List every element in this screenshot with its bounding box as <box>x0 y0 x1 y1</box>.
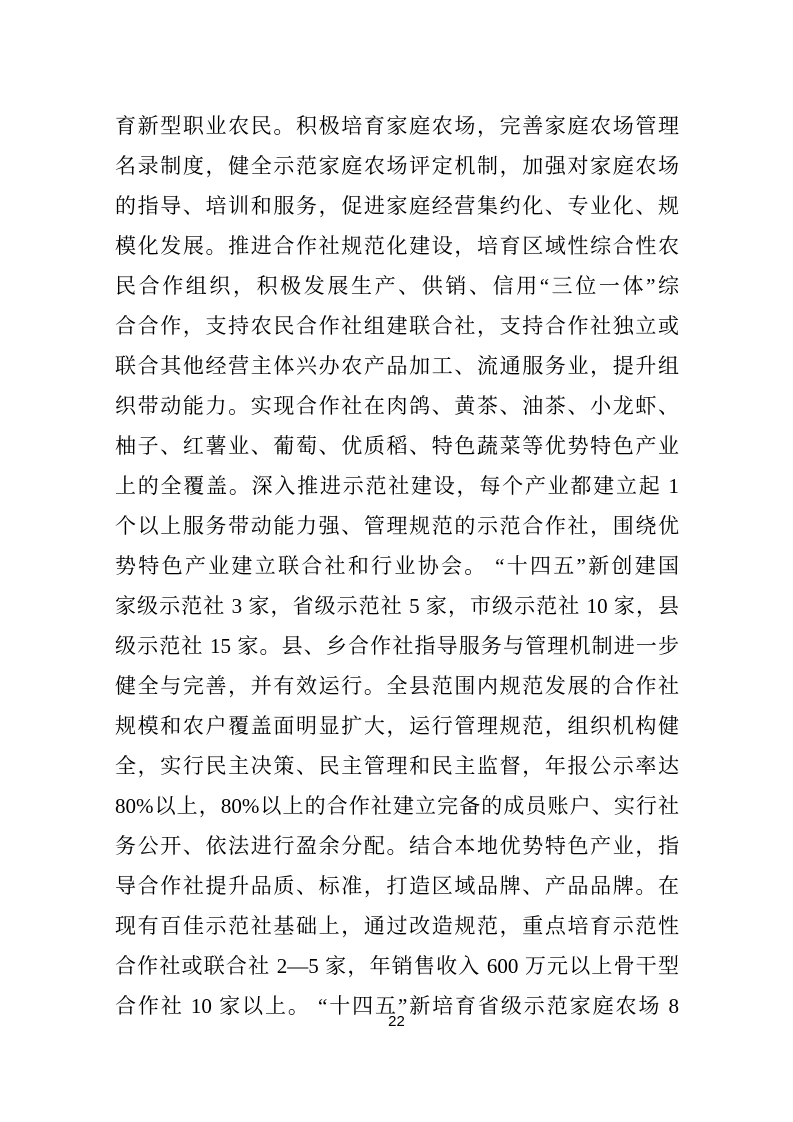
text-line: 导合作社提升品质、标准，打造区域品牌、产品品牌。在 <box>115 874 679 898</box>
page-number: 22 <box>388 1013 405 1030</box>
text-line: 合作社或联合社 2—5 家，年销售收入 600 万元以上骨干型 <box>115 954 679 978</box>
text-line: 全，实行民主决策、民主管理和民主监督，年报公示率达 <box>115 754 679 778</box>
text-line: 联合其他经营主体兴办农产品加工、流通服务业，提升组 <box>115 354 679 378</box>
text-line: 个以上服务带动能力强、管理规范的示范合作社，围绕优 <box>115 514 679 538</box>
text-line: 级示范社 15 家。县、乡合作社指导服务与管理机制进一步 <box>115 634 679 658</box>
text-line: 家级示范社 3 家，省级示范社 5 家，市级示范社 10 家，县 <box>115 594 679 618</box>
text-line: 80%以上，80%以上的合作社建立完备的成员账户、实行社 <box>115 794 679 818</box>
text-line: 现有百佳示范社基础上，通过改造规范，重点培育示范性 <box>115 914 679 938</box>
text-line: 务公开、依法进行盈余分配。结合本地优势特色产业，指 <box>115 834 679 858</box>
text-line: 织带动能力。实现合作社在肉鸽、黄茶、油茶、小龙虾、 <box>115 394 679 418</box>
text-line: 健全与完善，并有效运行。全县范围内规范发展的合作社 <box>115 674 679 698</box>
text-line: 上的全覆盖。深入推进示范社建设，每个产业都建立起 1 <box>115 474 679 498</box>
text-line: 合作社 10 家以上。 “十四五”新培育省级示范家庭农场 8 <box>115 994 679 1018</box>
text-line: 势特色产业建立联合社和行业协会。 “十四五”新创建国 <box>115 554 679 578</box>
text-line: 民合作组织，积极发展生产、供销、信用“三位一体”综 <box>115 274 679 298</box>
text-line: 柚子、红薯业、葡萄、优质稻、特色蔬菜等优势特色产业 <box>115 434 679 458</box>
text-line: 模化发展。推进合作社规范化建设，培育区域性综合性农 <box>115 234 679 258</box>
text-line: 规模和农户覆盖面明显扩大，运行管理规范，组织机构健 <box>115 714 679 738</box>
text-line: 合合作，支持农民合作社组建联合社，支持合作社独立或 <box>115 314 679 338</box>
document-body-paragraph <box>115 106 679 1026</box>
text-line: 育新型职业农民。积极培育家庭农场，完善家庭农场管理 <box>115 114 679 138</box>
text-line: 名录制度，健全示范家庭农场评定机制，加强对家庭农场 <box>115 154 679 178</box>
text-line: 的指导、培训和服务，促进家庭经营集约化、专业化、规 <box>115 194 679 218</box>
